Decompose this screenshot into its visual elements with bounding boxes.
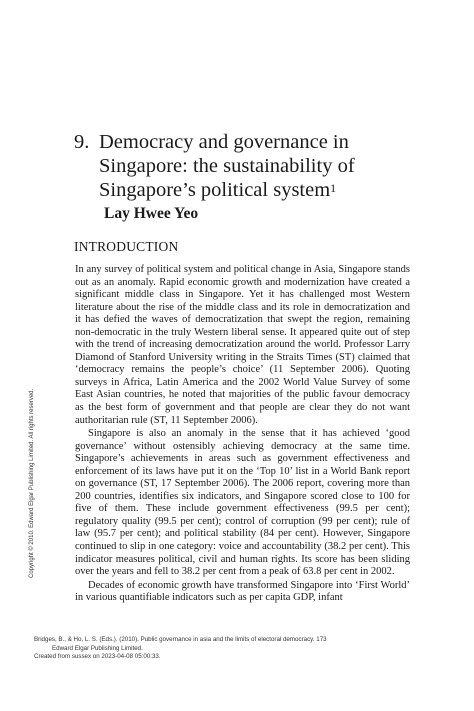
chapter-number: 9. bbox=[74, 131, 90, 153]
body-text bbox=[75, 264, 410, 605]
footer-publisher: Edward Elgar Publishing Limited. bbox=[52, 644, 143, 652]
page-number: 173 bbox=[316, 636, 327, 643]
section-heading: INTRODUCTION bbox=[74, 239, 179, 254]
chapter-title-line-3-text: Singapore’s political system bbox=[99, 179, 331, 201]
footer-citation-text: Bridges, B., & Ho, L. S. (Eds.). (2010). Public governance in asia and the limits of electoral democracy. bbox=[34, 636, 315, 643]
sidebar-copyright: Copyright © 2010. Edward Elgar Publishing Limited. All rights reserved. bbox=[29, 388, 35, 578]
paragraph-3: Decades of economic growth have transformed Singapore into ‘First World’ in various quantifiable indicators such as per capita GDP, infant bbox=[75, 579, 410, 604]
chapter-title-line-3 bbox=[99, 178, 355, 202]
paragraph-2: Singapore is also an anomaly in the sense that it has achieved ‘good governance’ without ostensibly achieving democracy at the same time. Singapore’s achievements in areas such as government effectiveness and enforcement of its laws have put it on the ‘Top 10’ list in a World Bank report on governance (ST, 17 September 2006). The 2006 report, covering more than 200 countries, identifies six indicators, and Singapore scored close to 100 for five of them. These include government effectiveness (99.5 per cent); regulatory quality (99.5 per cent); control of corruption (99 per cent); rule of law (95.7 per cent); and political stability (84 per cent). However, Singapore continued to slip in one category: voice and accountability (38.2 per cent). This indicator measures political, civil and human rights. Its score has been sliding over the years and fell to 38.2 per cent from a peak of 63.8 per cent in 2002. bbox=[75, 428, 410, 578]
chapter-title-lines bbox=[99, 130, 355, 202]
chapter-title-line-1: Democracy and governance in bbox=[99, 131, 349, 153]
footer-created: Created from sussex on 2023-04-08 05:00:33. bbox=[34, 653, 161, 661]
author-name: Lay Hwee Yeo bbox=[104, 205, 199, 222]
page-footer bbox=[34, 636, 327, 662]
footnote-marker[interactable]: 1 bbox=[330, 181, 337, 195]
footer-citation bbox=[34, 636, 327, 645]
paragraph-1: In any survey of political system and political change in Asia, Singapore stands out as an anomaly. Rapid economic growth and modernization have created a significant middle class in Singapore. Yet it has challenged most Western literature about the rise of the middle class and its role in democratization and it has defied the waves of democratization that swept the region, remaining non-democratic in the truly Western liberal sense. It appeared quite out of step with the trend of increasing democratization around the world. Professor Larry Diamond of Stanford University writing in the Straits Times (ST) claimed that ‘democracy remains the people’s choice’ (11 September 2006). Quoting surveys in Africa, Latin America and the 2002 World Value Survey of some East Asian countries, he noted that majorities of the public favour democracy as the best form of government and that people are clear they do not want authoritarian rule (ST, 11 September 2006). bbox=[75, 264, 410, 426]
chapter-title-line-2: Singapore: the sustainability of bbox=[99, 155, 355, 177]
